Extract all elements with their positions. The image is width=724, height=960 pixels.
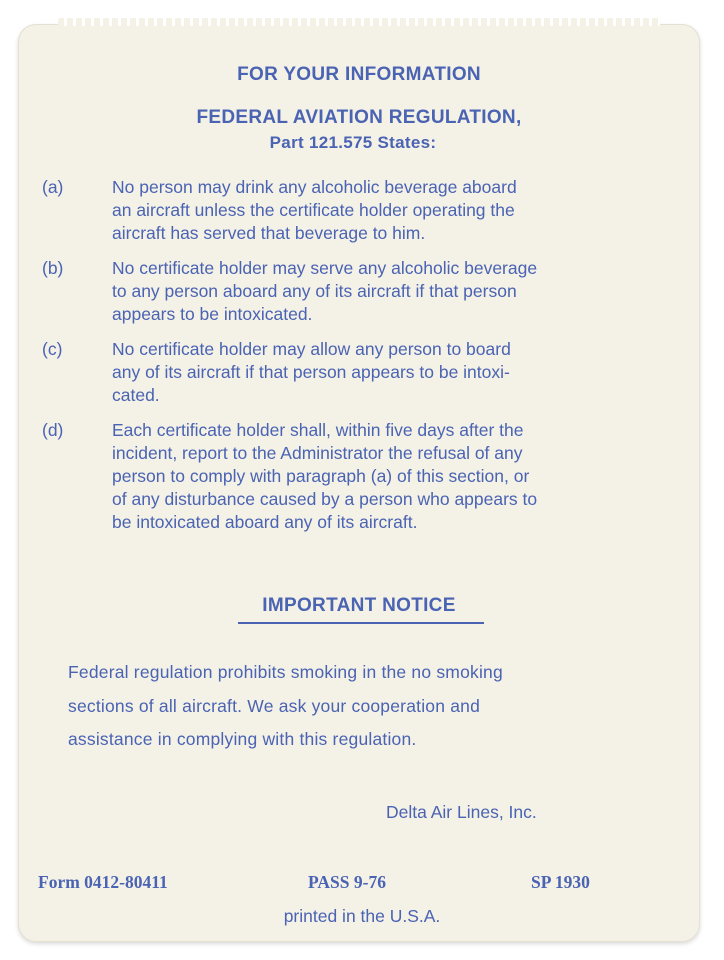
- paragraph-text: No certificate holder may allow any person to board any of its aircraft if that person appears to be intoxi- cated.: [112, 339, 511, 405]
- notice-underline: [238, 622, 484, 624]
- notice-title: IMPORTANT NOTICE: [262, 595, 456, 616]
- paragraph-marker: (c): [42, 339, 63, 359]
- notice-body: Federal regulation prohibits smoking in the no smoking sections of all aircraft. We ask your cooperation and assistance in complying with this regulation.: [68, 662, 503, 749]
- sp-code: SP 1930: [531, 872, 590, 892]
- printed-in-label: printed in the U.S.A.: [283, 906, 441, 926]
- paragraph-marker: (d): [42, 420, 64, 440]
- paragraph-text: Each certificate holder shall, within five days after the incident, report to the Administrator the refusal of any person to comply with paragraph (a) of this section, or of any disturbance caused by a person who appears to be intoxicated aboard any of its aircraft.: [112, 420, 538, 532]
- paragraph-marker: (a): [42, 177, 64, 197]
- regulation-part: Part 121.575 States:: [269, 133, 437, 152]
- paragraph-text: No certificate holder may serve any alcoholic beverage to any person aboard any of its aircraft if that person appears to be intoxicated.: [112, 258, 538, 324]
- regulation-title: FEDERAL AVIATION REGULATION,: [196, 107, 522, 128]
- paragraph-marker: (b): [42, 258, 64, 278]
- form-number: Form 0412-80411: [38, 872, 168, 892]
- paragraph-text: No person may drink any alcoholic beverage aboard an aircraft unless the certificate holder operating the aircraft has served that beverage to him.: [112, 177, 517, 243]
- airline-signature: Delta Air Lines, Inc.: [386, 802, 537, 822]
- pass-code: PASS 9-76: [308, 872, 386, 892]
- card-header: FOR YOUR INFORMATION: [237, 64, 481, 85]
- regulation-card: [18, 24, 700, 942]
